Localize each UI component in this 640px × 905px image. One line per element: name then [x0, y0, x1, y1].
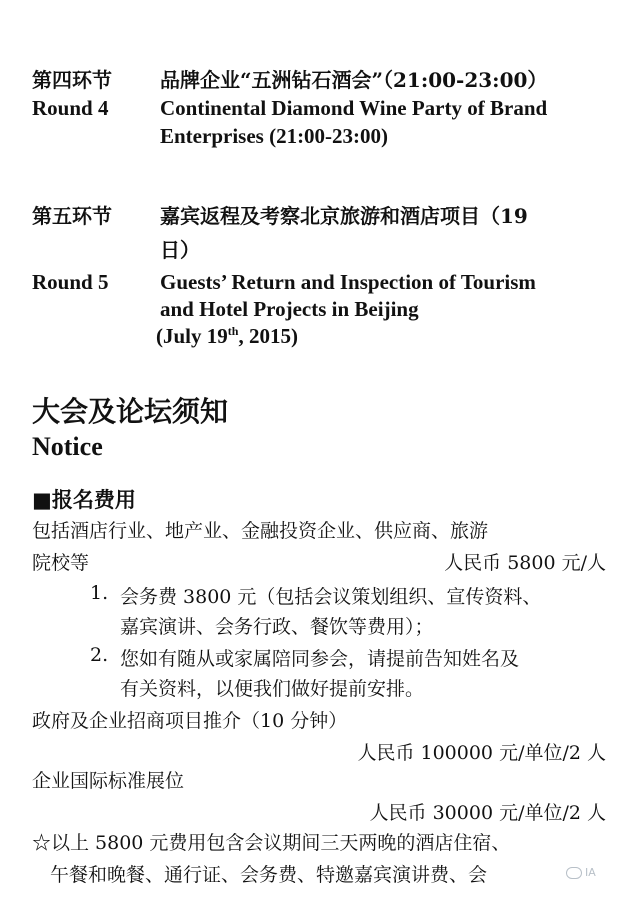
notice-heading-en: Notice — [32, 432, 103, 461]
round4-en-line1: Continental Diamond Wine Party of Brand — [160, 96, 548, 120]
round5-cn-label: 第五环节 — [32, 204, 112, 228]
category2-price: 人民币 100000 元/单位/2 人 — [357, 742, 606, 764]
category3-price: 人民币 30000 元/单位/2 人 — [369, 802, 606, 824]
category1-line1: 包括酒店行业、地产业、金融投资企业、供应商、旅游 — [32, 520, 489, 542]
round4-cn-title: 品牌企业“五洲钻石酒会”（21:00-23:00） — [160, 68, 548, 92]
watermark — [566, 866, 596, 879]
item-1-number: 1. — [90, 582, 109, 604]
wechat-icon — [566, 867, 582, 879]
notice-heading-cn: 大会及论坛须知 — [32, 395, 229, 428]
item-2-number: 2. — [90, 644, 109, 666]
round5-date: (July 19th, 2015) — [156, 324, 298, 348]
category3-label: 企业国际标准展位 — [32, 770, 185, 792]
round5-en-line2: and Hotel Projects in Beijing — [160, 297, 419, 321]
round5-cn-title-line1: 嘉宾返程及考察北京旅游和酒店项目（19 — [160, 204, 528, 228]
category1-price: 人民币 5800 元/人 — [444, 552, 606, 574]
category1-line2: 院校等 — [32, 552, 90, 574]
category2-label: 政府及企业招商项目推介（10 分钟） — [32, 710, 348, 732]
footnote-line1: ☆以上 5800 元费用包含会议期间三天两晚的酒店住宿、 — [32, 832, 511, 854]
item-1-line1: 会务费 3800 元（包括会议策划组织、宣传资料、 — [120, 586, 542, 608]
round4-cn-label: 第四环节 — [32, 68, 112, 92]
round4-en-label: Round 4 — [32, 96, 109, 120]
round5-cn-title-line2: 日） — [160, 238, 200, 262]
watermark-text: IA — [585, 866, 596, 879]
round4-en-line2: Enterprises (21:00-23:00) — [160, 124, 389, 148]
item-2-line1: 您如有随从或家属陪同参会，请提前告知姓名及 — [120, 648, 520, 670]
footnote-line2: 午餐和晚餐、通行证、会务费、特邀嘉宾演讲费、会 — [50, 864, 488, 886]
item-2-line2: 有关资料，以便我们做好提前安排。 — [120, 678, 425, 700]
item-1-line2: 嘉宾演讲、会务行政、餐饮等费用）； — [120, 616, 434, 638]
round5-en-line1: Guests’ Return and Inspection of Tourism — [160, 270, 536, 294]
fee-heading: ■报名费用 — [32, 487, 136, 512]
round5-en-label: Round 5 — [32, 270, 109, 294]
